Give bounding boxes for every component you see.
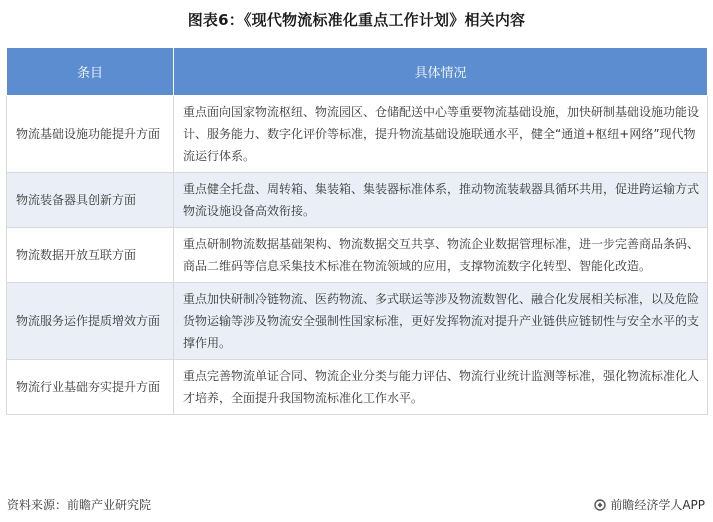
column-header-detail: 具体情况	[174, 48, 708, 96]
row-detail-cell: 重点完善物流单证合同、物流企业分类与能力评估、物流行业统计监测等标准，强化物流标准化人才培养，全面提升我国物流标准化工作水平。	[174, 360, 708, 415]
brand-credit	[594, 496, 705, 513]
table-row	[7, 228, 708, 283]
table-header-row	[7, 48, 708, 96]
row-detail-cell: 重点研制物流数据基础架构、物流数据交互共享、物流企业数据管理标准，进一步完善商品条码、商品二维码等信息采集技术标准在物流领域的应用，支撑物流数字化转型、智能化改造。	[174, 228, 708, 283]
source-note: 资料来源：前瞻产业研究院	[7, 498, 152, 512]
row-item-cell: 物流服务运作提质增效方面	[7, 283, 174, 360]
table-row	[7, 283, 708, 360]
content-table	[6, 47, 708, 415]
brand-name: 前瞻经济学人APP	[610, 498, 705, 512]
row-item-cell: 物流数据开放互联方面	[7, 228, 174, 283]
qianzhan-logo-icon	[594, 499, 606, 511]
row-item-cell: 物流行业基础夯实提升方面	[7, 360, 174, 415]
row-detail-cell: 重点健全托盘、周转箱、集装箱、集装器标准体系，推动物流装载器具循环共用，促进跨运输方式物流设施设备高效衔接。	[174, 173, 708, 228]
row-detail-cell: 重点加快研制冷链物流、医药物流、多式联运等涉及物流数智化、融合化发展相关标准，以及危险货物运输等涉及物流安全强制性国家标准，更好发挥物流对提升产业链供应链韧性与安全水平的支撑作用。	[174, 283, 708, 360]
row-item-cell: 物流基础设施功能提升方面	[7, 96, 174, 173]
row-detail-cell: 重点面向国家物流枢纽、物流园区、仓储配送中心等重要物流基础设施，加快研制基础设施功能设计、服务能力、数字化评价等标准，提升物流基础设施联通水平，健全“通道+枢纽+网络”现代物流运行体系。	[174, 96, 708, 173]
column-header-item: 条目	[7, 48, 174, 96]
row-item-cell: 物流装备器具创新方面	[7, 173, 174, 228]
table-row	[7, 360, 708, 415]
figure-title: 图表6：《现代物流标准化重点工作计划》相关内容	[187, 11, 526, 29]
table-row	[7, 96, 708, 173]
table-row	[7, 173, 708, 228]
